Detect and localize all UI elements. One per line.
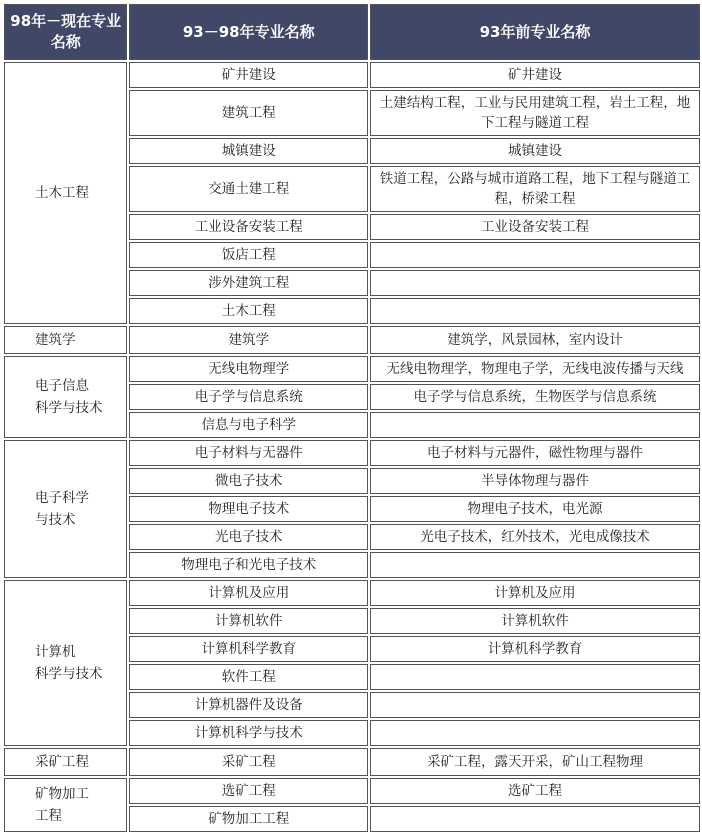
major-93-98-cell: 计算机器件及设备 [129,692,368,718]
category-label: 电子科学 [35,490,89,506]
table-row [4,62,700,88]
major-93-98-cell: 物理电子技术 [129,496,368,522]
major-pre-93-cell: 光电子技术，红外技术，光电成像技术 [370,524,700,550]
category-label: 建筑学 [35,332,76,348]
table-row [4,748,700,776]
major-pre-93-cell [370,412,700,438]
header-current-major [4,4,127,60]
major-93-98-cell: 微电子技术 [129,468,368,494]
header-current-major-line2: 名称 [50,33,81,51]
table-row [4,326,700,354]
table-body [4,62,700,832]
major-pre-93-cell: 工业设备安装工程 [370,214,700,240]
category-cell [4,326,127,354]
major-pre-93-cell [370,298,700,324]
category-cell [4,748,127,776]
major-93-98-cell: 城镇建设 [129,138,368,164]
major-pre-93-cell [370,720,700,746]
major-93-98-cell: 涉外建筑工程 [129,270,368,296]
category-cell [4,62,127,324]
category-cell [4,440,127,578]
major-93-98-cell: 物理电子和光电子技术 [129,552,368,578]
major-pre-93-cell [370,692,700,718]
category-label: 矿物加工 [35,786,89,802]
major-pre-93-cell: 物理电子技术，电光源 [370,496,700,522]
major-pre-93-cell: 计算机软件 [370,608,700,634]
table-row [4,440,700,466]
header-pre-93-major: 93年前专业名称 [370,4,700,60]
major-93-98-cell: 饭店工程 [129,242,368,268]
major-93-98-cell: 选矿工程 [129,778,368,804]
major-pre-93-cell [370,270,700,296]
major-pre-93-cell [370,664,700,690]
major-93-98-cell: 计算机科学教育 [129,636,368,662]
header-row [4,4,700,60]
header-current-major-line1: 98年－现在专业 [10,12,122,30]
major-pre-93-cell: 半导体物理与器件 [370,468,700,494]
major-pre-93-cell: 计算机科学教育 [370,636,700,662]
major-93-98-cell: 交通土建工程 [129,166,368,212]
major-93-98-cell: 电子学与信息系统 [129,384,368,410]
major-pre-93-cell: 选矿工程 [370,778,700,804]
major-pre-93-cell: 无线电物理学，物理电子学，无线电波传播与天线 [370,356,700,382]
category-cell [4,580,127,746]
table-row [4,580,700,606]
category-label: 计算机 [35,644,76,660]
category-label: 科学与技术 [35,666,103,682]
major-93-98-cell: 光电子技术 [129,524,368,550]
major-93-98-cell: 计算机软件 [129,608,368,634]
major-pre-93-cell [370,552,700,578]
major-93-98-cell: 信息与电子科学 [129,412,368,438]
major-comparison-table [2,2,702,834]
category-label: 土木工程 [35,185,89,201]
major-93-98-cell: 建筑学 [129,326,368,354]
major-93-98-cell: 土木工程 [129,298,368,324]
major-93-98-cell: 计算机科学与技术 [129,720,368,746]
major-93-98-cell: 电子材料与无器件 [129,440,368,466]
major-93-98-cell: 软件工程 [129,664,368,690]
major-pre-93-cell: 矿井建设 [370,62,700,88]
category-label: 工程 [35,808,62,824]
category-label: 与技术 [35,512,76,528]
major-93-98-cell: 采矿工程 [129,748,368,776]
major-pre-93-cell: 采矿工程，露天开采，矿山工程物理 [370,748,700,776]
major-93-98-cell: 计算机及应用 [129,580,368,606]
table-row [4,778,700,804]
table-row [4,356,700,382]
major-pre-93-cell: 城镇建设 [370,138,700,164]
major-pre-93-cell [370,806,700,832]
major-pre-93-cell [370,242,700,268]
major-93-98-cell: 矿物加工工程 [129,806,368,832]
major-93-98-cell: 工业设备安装工程 [129,214,368,240]
major-pre-93-cell: 计算机及应用 [370,580,700,606]
category-label: 采矿工程 [35,754,89,770]
major-pre-93-cell: 电子材料与元器件，磁性物理与器件 [370,440,700,466]
major-93-98-cell: 建筑工程 [129,90,368,136]
major-pre-93-cell: 建筑学，风景园林，室内设计 [370,326,700,354]
major-93-98-cell: 矿井建设 [129,62,368,88]
major-pre-93-cell: 电子学与信息系统，生物医学与信息系统 [370,384,700,410]
category-label: 电子信息 [35,378,89,394]
category-cell [4,778,127,832]
category-cell [4,356,127,438]
major-pre-93-cell: 铁道工程，公路与城市道路工程，地下工程与隧道工程，桥梁工程 [370,166,700,212]
major-pre-93-cell: 土建结构工程，工业与民用建筑工程，岩土工程，地下工程与隧道工程 [370,90,700,136]
major-93-98-cell: 无线电物理学 [129,356,368,382]
category-label: 科学与技术 [35,400,103,416]
header-93-98-major: 93－98年专业名称 [129,4,368,60]
